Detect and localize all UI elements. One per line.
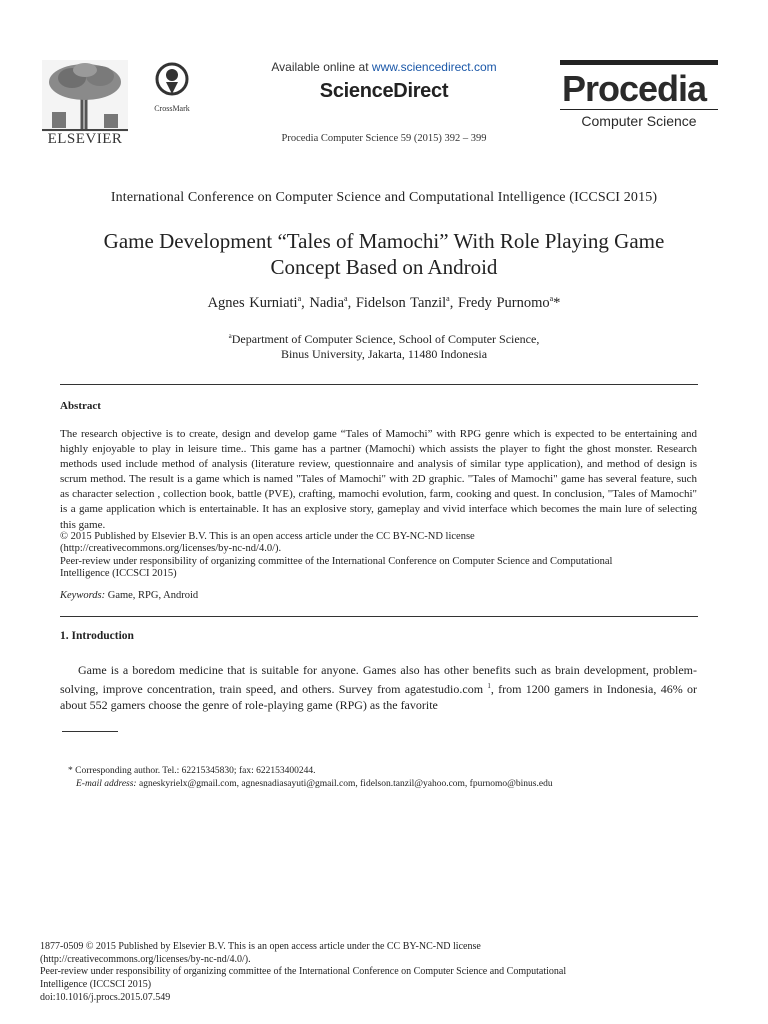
footnote-divider (62, 731, 118, 732)
affiliation-line2: Binus University, Jakarta, 11480 Indonesia (280, 347, 488, 361)
author-name: Fidelson Tanzil (355, 294, 447, 311)
footnote (68, 765, 553, 790)
page-footer (40, 941, 680, 1005)
footer-line: Peer-review under responsibility of organizing committee of the International Conference on Computer Science and Computational (40, 966, 567, 978)
author-affil-mark: a (446, 294, 450, 303)
email-label: E-mail address: (76, 778, 137, 789)
divider (60, 384, 698, 385)
journal-logo-subtitle: Computer Science (560, 109, 718, 129)
author-name: Fredy Purnomo (457, 294, 550, 311)
author-name: Nadia (309, 294, 345, 311)
footer-license-url[interactable]: (http://creativecommons.org/licenses/by-nc-nd/4.0/). (40, 953, 251, 965)
email-addresses[interactable]: agneskyrielx@gmail.com, agnesnadiasayuti@gmail.com, fidelson.tanzil@yahoo.com, fpurnomo@binus.edu (138, 778, 553, 789)
intro-paragraph (60, 662, 697, 713)
divider (60, 616, 698, 617)
corresponding-author: * Corresponding author. Tel.: 62215345830; fax: 622153400244. (68, 766, 316, 776)
conference-name: International Conference on Computer Science and Computational Intelligence (ICCSCI 2015) (110, 190, 658, 205)
author-affil-mark: a (297, 294, 302, 303)
affiliation-line1: Department of Computer Science, School of Computer Science, (231, 332, 540, 346)
license-line: Peer-review under responsibility of organizing committee of the International Conference on Computer Science and Computational (60, 555, 613, 567)
author-affil-mark: a (549, 294, 554, 303)
doi[interactable]: doi:10.1016/j.procs.2015.07.549 (40, 991, 171, 1003)
journal-logo (560, 60, 718, 138)
sciencedirect-link[interactable]: www.sciencedirect.com (371, 60, 497, 74)
paper-title (40, 228, 728, 280)
intro-text: Game is a boredom medicine that is suitable for anyone. Games also has other benefits such as brain development, problem-solving, improve concentration, train speed, and others. Survey from agatestudio.com (60, 663, 697, 696)
journal-logo-bar (560, 60, 718, 65)
sciencedirect-logo: ScienceDirect (319, 80, 449, 102)
license-line: © 2015 Published by Elsevier B.V. This is an open access article under the CC BY-NC-ND license (60, 531, 475, 542)
license-line: Intelligence (ICCSCI 2015) (60, 567, 177, 579)
author-list: Agnes Kurniati$^a$, Nadia$^a$, Fidelson Tanzil$^a$, Fredy Purnomo$^a$* (207, 294, 561, 311)
affil-mark: a (228, 332, 232, 340)
keywords-value: Game, RPG, Android (107, 590, 199, 601)
abstract-heading: Abstract (60, 400, 101, 412)
paper-title-line1: Game Development “Tales of Mamochi” With Role Playing Game (103, 229, 665, 253)
publisher-name: ELSEVIER (47, 131, 123, 147)
affiliation (0, 329, 768, 362)
footer-line: Intelligence (ICCSCI 2015) (40, 979, 152, 991)
keywords (60, 590, 198, 601)
author-affil-mark: a (344, 294, 348, 303)
abstract-body: The research objective is to create, design and develop game “Tales of Mamochi” with RPG genre which is expected to be entertaining and highly enjoyable to play in leisure time.. This game has a partner (Mamochi) which assists the player to fight the ghost monster. Research methods used include method of analysis (literature review, questionnaire and analysis of similar type application), and method of design is scrum method. The result is a game which is named "Tales of Mamochi" with 2D graphic. "Tales of Mamochi" game has several feature, such as character selection , collection book, battle (PVE), crafting, mamochi evolution, farm, cooking and quest. In conclusion, "Tales of Mamochi" is a game application which is entertainable. It has an explosive story, gameplay and vivid interface which becomes the main lure of selecting this game. (60, 428, 697, 531)
available-online-prefix: Available online at (271, 60, 372, 74)
reference-mark[interactable]: 1 (487, 682, 491, 690)
journal-logo-title: Procedia (562, 68, 707, 109)
intro-text: , from 1200 gamers in Indonesia, 46% or about 552 gamers choose the genre of role-playing game (RPG) as the favorite (60, 682, 697, 712)
license-url[interactable]: (http://creativecommons.org/licenses/by-nc-nd/4.0/). (60, 543, 282, 555)
author-name: Agnes Kurniati (207, 294, 298, 311)
keywords-label: Keywords: (60, 590, 106, 601)
section-heading: 1. Introduction (60, 630, 134, 642)
license-block (60, 531, 697, 580)
corresponding-mark: * (553, 294, 561, 311)
journal-citation: Procedia Computer Science 59 (2015) 392 – 399 (281, 133, 487, 144)
paper-title-line2: Concept Based on Android (270, 255, 498, 279)
footer-line: 1877-0509 © 2015 Published by Elsevier B.V. This is an open access article under the CC BY-NC-ND license (40, 941, 481, 952)
crossmark-label: CrossMark (154, 104, 190, 113)
